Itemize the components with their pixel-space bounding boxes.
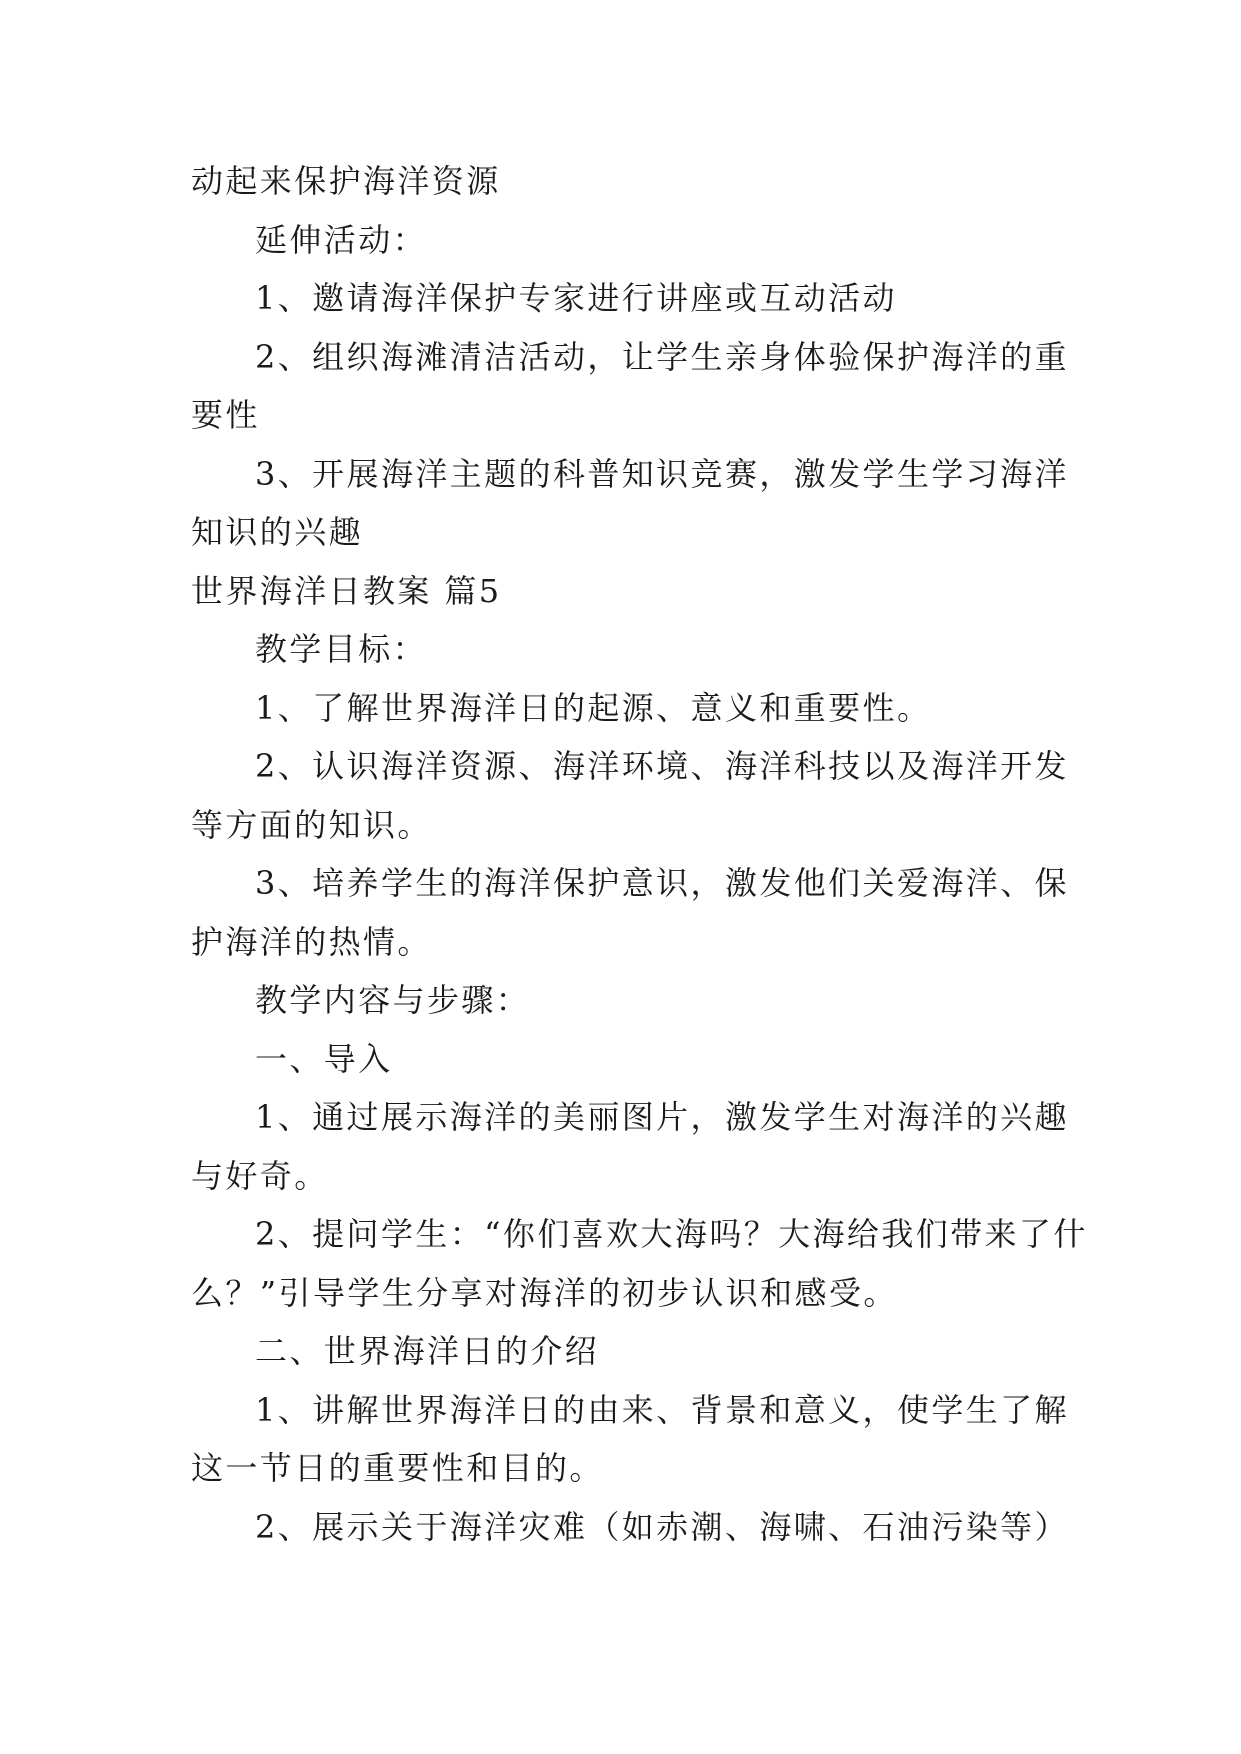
text-line: 2、展示关于海洋灾难（如赤潮、海啸、石油污染等） xyxy=(255,1507,1069,1546)
text-line: 二、世界海洋日的介绍 xyxy=(255,1332,600,1370)
text-line: 1、邀请海洋保护专家进行讲座或互动活动 xyxy=(255,279,897,317)
text-line: 与好奇。 xyxy=(191,1156,329,1195)
text-line: 2、组织海滩清洁活动，让学生亲身体验保护海洋的重 xyxy=(255,337,1069,376)
text-line: 教学内容与步骤： xyxy=(255,981,531,1019)
text-line: 么？”引导学生分享对海洋的初步认识和感受。 xyxy=(191,1273,898,1312)
text-line: 这一节日的重要性和目的。 xyxy=(191,1449,604,1487)
document-page xyxy=(191,152,1088,1556)
text-line: 2、认识海洋资源、海洋环境、海洋科技以及海洋开发 xyxy=(255,747,1069,785)
text-line: 1、了解世界海洋日的起源、意义和重要性。 xyxy=(255,688,932,727)
text-line: 护海洋的热情。 xyxy=(191,922,432,961)
text-line: 动起来保护海洋资源 xyxy=(191,162,501,200)
section-heading: 世界海洋日教案 篇5 xyxy=(191,571,502,610)
text-line: 延伸活动： xyxy=(255,220,428,259)
text-line: 要性 xyxy=(191,396,260,434)
text-line: 一、导入 xyxy=(255,1039,393,1078)
text-line: 教学目标： xyxy=(255,630,428,668)
text-line: 1、讲解世界海洋日的由来、背景和意义，使学生了解 xyxy=(255,1390,1069,1429)
text-line: 3、培养学生的海洋保护意识，激发他们关爱海洋、保 xyxy=(255,864,1069,902)
text-line: 知识的兴趣 xyxy=(191,513,364,551)
text-line: 2、提问学生：“你们喜欢大海吗？大海给我们带来了什 xyxy=(255,1215,1088,1253)
text-line: 1、通过展示海洋的美丽图片，激发学生对海洋的兴趣 xyxy=(255,1098,1069,1136)
text-line: 等方面的知识。 xyxy=(191,805,432,844)
text-line: 3、开展海洋主题的科普知识竞赛，激发学生学习海洋 xyxy=(255,454,1069,493)
